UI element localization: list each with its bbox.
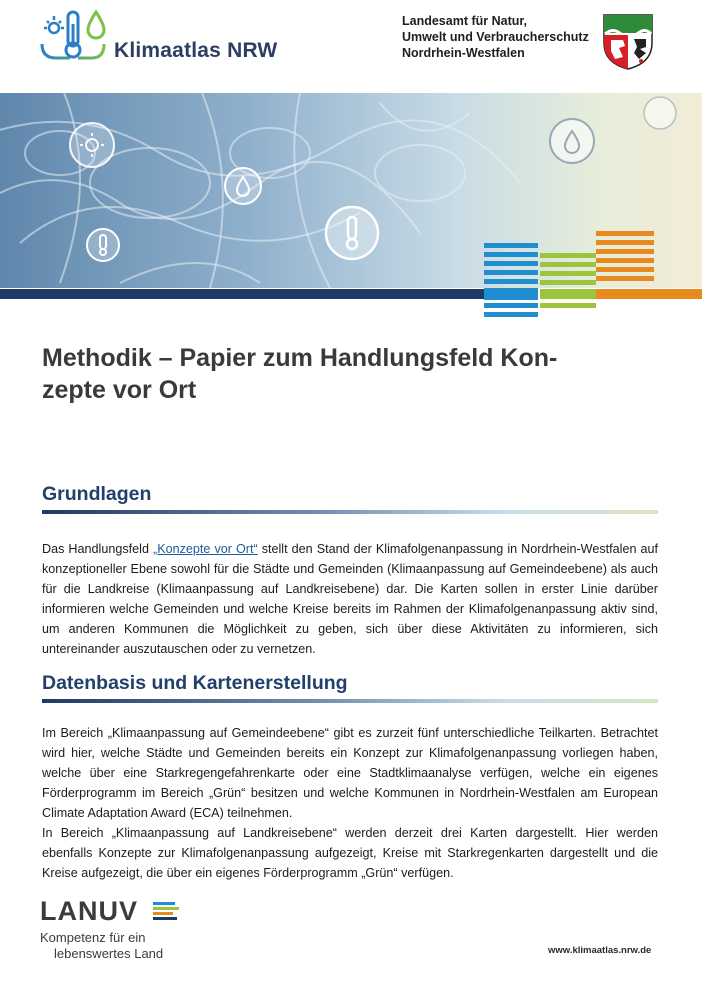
klimaatlas-logo <box>38 6 298 66</box>
banner-thermometer-icon <box>87 229 119 261</box>
lanuv-tagline <box>40 930 163 962</box>
nrw-crest-icon <box>601 13 655 71</box>
lanuv-logo <box>40 896 164 961</box>
page-header <box>0 0 702 92</box>
lanuv-stripes-icon <box>153 902 181 922</box>
section-heading-datenbasis: Datenbasis und Kartenerstellung <box>42 672 348 694</box>
text-span: stellt den Stand der Klimafolgenanpassung in Nordrhein-Westfalen auf konzeptioneller Ebene sowohl für die Städte und Gemeinden (Klimaanpassung auf Gemeindeebene) als auch für die Landkreise (Klimaanpassung auf Landkreisebene) dar. Die Karten sollen in erster Linie darüber informieren welche Gemeinden und welche Kreise bereits im Rahmen der Klimafolgenanpassung aktiv sind, um anderen Kommunen die Möglichkeit zu geben, sich über diese Aktivitäten zu informieren, sich untereinander auszutauschen oder zu vernetzen. <box>42 542 658 656</box>
org-line-1: Landesamt für Natur, <box>402 14 528 28</box>
brand-name: Klimaatlas NRW <box>114 39 278 62</box>
section-divider <box>42 699 658 703</box>
datenbasis-paragraph-2: In Bereich „Klimaanpassung auf Landkreisebene“ werden derzeit drei Karten dargestellt. Hier werden ebenfalls Konzepte zur Klimafolgenanpassung aufgezeigt, Kreise mit Starkregenkarten dargestellt und die Kreise aufgezeigt, die über ein eigenes Förderprogramm „Grün“ verfügen. <box>42 826 658 880</box>
title-line-2: zepte vor Ort <box>42 376 197 404</box>
klimaatlas-emblem-icon <box>38 6 110 66</box>
section-divider <box>42 510 658 514</box>
header-banner <box>0 93 702 323</box>
banner-thermometer-large-icon <box>326 207 378 259</box>
banner-sun-icon <box>70 123 114 167</box>
grundlagen-paragraph <box>42 539 658 659</box>
organisation-name <box>402 13 589 61</box>
footer-url: www.klimaatlas.nrw.de <box>548 945 652 956</box>
section-heading-grundlagen: Grundlagen <box>42 483 152 505</box>
title-line-1: Methodik – Papier zum Handlungsfeld Kon- <box>42 344 558 372</box>
tagline-line-1: Kompetenz für ein <box>40 930 146 945</box>
datenbasis-paragraph-1: Im Bereich „Klimaanpassung auf Gemeindeebene“ gibt es zurzeit fünf unterschiedliche Teilkarten. Betrachtet wird hier, welche Städte und Gemeinden bereits ein Konzept zur Klimafolgenanpassung vorliegen haben, welche über eine Starkregengefahrenkarte oder eine Stadtklimaanalyse verfügen, welche ein eigenes Förderprogramm im Bereich „Grün“ besitzen und welche Kommunen in Nordrhein-Westfalen am European Climate Adaptation Award (ECA) teilnehmen. <box>42 726 658 820</box>
org-line-2: Umwelt und Verbraucherschutz <box>402 30 589 44</box>
lanuv-wordmark: LANUV <box>40 896 138 926</box>
banner-drop-right-icon <box>550 119 594 163</box>
document-title <box>42 342 662 406</box>
tagline-line-2: lebenswertes Land <box>54 946 164 961</box>
banner-graphic <box>0 93 702 323</box>
banner-sun-right-icon <box>644 97 676 129</box>
org-line-3: Nordrhein-Westfalen <box>402 46 525 60</box>
text-span: Das Handlungsfeld <box>42 542 153 556</box>
banner-drop-icon <box>225 168 261 204</box>
konzepte-vor-ort-link[interactable]: „Konzepte vor Ort“ <box>153 542 258 556</box>
